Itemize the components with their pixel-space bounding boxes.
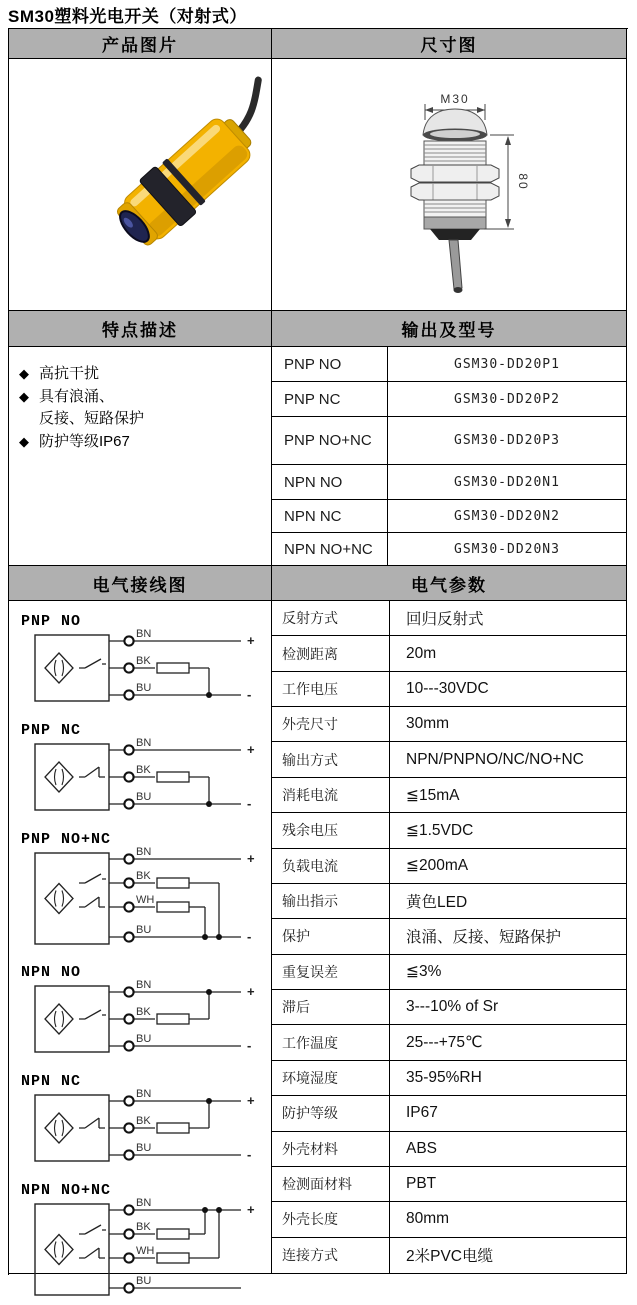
wire-terminal — [124, 1150, 133, 1159]
wire-color-label: BN — [136, 1197, 152, 1209]
minus-terminal-label: - — [247, 796, 252, 811]
wire-terminal — [124, 878, 133, 887]
diamond-bullet-icon: ◆ — [19, 388, 29, 404]
param-value-cell: 回归反射式 — [390, 601, 626, 636]
param-label-cell: 防护等级 — [272, 1096, 390, 1131]
plus-terminal-label: + — [247, 1202, 255, 1217]
model-number-cell: GSM30-DD20P3 — [388, 417, 626, 465]
param-value-cell: 35-95%RH — [390, 1061, 626, 1096]
wire-color-label: BK — [136, 870, 151, 882]
param-value-cell: PBT — [390, 1167, 626, 1202]
param-label-cell: 外壳尺寸 — [272, 707, 390, 742]
header-dimension-drawing: 尺寸图 — [272, 29, 627, 59]
wire-terminal — [124, 1205, 133, 1214]
param-value-cell: 20m — [390, 636, 626, 671]
dimension-diameter-label: M30 — [440, 92, 470, 106]
feature-line: ◆ 高抗干扰 — [19, 365, 100, 382]
contact-no-symbol — [79, 1225, 106, 1234]
wire-color-label: BN — [136, 737, 152, 749]
output-type-cell: PNP NO — [272, 347, 388, 382]
feature-line: 反接、短路保护 — [39, 410, 145, 427]
model-number-cell: GSM30-DD20P1 — [388, 347, 626, 382]
param-label-cell: 消耗电流 — [272, 778, 390, 813]
wire-terminal — [124, 690, 133, 699]
param-label-cell: 输出方式 — [272, 742, 390, 777]
param-value-cell: 2米PVC电缆 — [406, 1248, 493, 1266]
contact-nc-symbol — [79, 767, 105, 777]
param-value-cell: 黄色LED — [390, 884, 626, 919]
wiring-diagram — [19, 831, 271, 954]
contact-nc-symbol — [79, 1248, 105, 1258]
param-value-cell: 30mm — [390, 707, 626, 742]
wiring-diagram — [19, 613, 271, 712]
param-value-cell: ≦15mA — [390, 778, 626, 813]
wire-color-label: BN — [136, 846, 152, 858]
header-output-model: 输出及型号 — [272, 311, 627, 347]
wiring-diagram-label: PNP NO+NC — [21, 831, 112, 848]
contact-no-symbol — [79, 874, 106, 883]
model-number-cell: GSM30-DD20P2 — [388, 382, 626, 417]
param-label-cell: 检测面材料 — [272, 1167, 390, 1202]
wire-terminal — [124, 854, 133, 863]
sensor-symbol-icon — [45, 1004, 73, 1034]
wire-color-label: BK — [136, 655, 151, 667]
param-value-cell: ≦1.5VDC — [390, 813, 626, 848]
dimension-drawing-cell — [272, 59, 627, 311]
wire-color-label: BU — [136, 924, 152, 936]
output-type-cell: PNP NO+NC — [272, 417, 388, 465]
output-type-cell: NPN NO+NC — [272, 533, 388, 565]
minus-terminal-label: - — [247, 929, 252, 944]
contact-no-symbol — [79, 1010, 106, 1019]
wire-color-label: BU — [136, 1142, 152, 1154]
wiring-diagram-svg — [19, 846, 263, 949]
wire-color-label: BK — [136, 764, 151, 776]
electrical-params-cell — [272, 601, 627, 1274]
param-label-cell: 输出指示 — [272, 884, 390, 919]
wire-color-label: BK — [136, 1221, 151, 1233]
wire-terminal — [124, 745, 133, 754]
wiring-diagram-label: PNP NC — [21, 722, 82, 739]
header-wiring-diagram: 电气接线图 — [9, 566, 272, 601]
param-label-cell: 负载电流 — [272, 849, 390, 884]
contact-nc-symbol — [79, 1118, 105, 1128]
param-value-cell: 25---+75℃ — [390, 1025, 626, 1060]
wiring-diagram — [19, 1182, 271, 1305]
product-photo — [9, 59, 272, 311]
wire-color-label: BU — [136, 1275, 152, 1287]
param-label-cell: 外壳长度 — [272, 1202, 390, 1237]
plus-terminal-label: + — [247, 1093, 255, 1108]
wiring-diagram-label: NPN NO+NC — [21, 1182, 112, 1199]
model-number-cell: GSM30-DD20N3 — [454, 541, 560, 557]
wire-terminal — [124, 1041, 133, 1050]
wire-color-label: BU — [136, 682, 152, 694]
param-label-cell: 工作电压 — [272, 672, 390, 707]
spec-table — [8, 28, 628, 1287]
wiring-diagram-svg — [19, 1088, 263, 1167]
param-value-cell: 80mm — [390, 1202, 626, 1237]
electrical-params-table — [272, 601, 626, 1273]
features-cell — [9, 347, 272, 566]
feature-line: ◆ 防护等级IP67 — [19, 432, 130, 450]
wiring-diagrams-cell — [9, 601, 272, 1287]
param-label-cell: 环境湿度 — [272, 1061, 390, 1096]
wire-color-label: WH — [136, 894, 155, 906]
sensor-symbol-icon — [45, 762, 73, 792]
output-type-cell: NPN NC — [272, 500, 388, 533]
minus-terminal-label: - — [247, 687, 252, 702]
wire-terminal — [124, 1283, 133, 1292]
wire-terminal — [124, 1229, 133, 1238]
param-value-cell: ≦200mA — [390, 849, 626, 884]
plus-terminal-label: + — [247, 984, 255, 999]
diamond-bullet-icon: ◆ — [19, 366, 29, 381]
wiring-diagram-label: NPN NO — [21, 964, 82, 981]
wiring-diagram-label: PNP NO — [21, 613, 82, 630]
dimension-length-label: 80 — [516, 173, 530, 191]
output-type-cell: NPN NO — [272, 465, 388, 500]
wire-color-label: BU — [136, 791, 152, 803]
wiring-diagram-svg — [19, 628, 263, 707]
output-type-cell: PNP NC — [272, 382, 388, 417]
wire-terminal — [124, 1253, 133, 1262]
wire-color-label: BK — [136, 1006, 151, 1018]
param-label-cell: 反射方式 — [272, 601, 390, 636]
wiring-diagram-svg — [19, 979, 263, 1058]
sensor-symbol-icon — [45, 884, 73, 914]
param-label-cell: 连接方式 — [272, 1238, 390, 1273]
plus-terminal-label: + — [247, 633, 255, 648]
feature-line: ◆ 具有浪涌、 — [19, 387, 115, 405]
wire-terminal — [124, 1123, 133, 1132]
wire-terminal — [124, 932, 133, 941]
output-model-cell — [272, 347, 627, 566]
wire-terminal — [124, 987, 133, 996]
wiring-diagram — [19, 1073, 271, 1172]
wiring-diagram — [19, 964, 271, 1063]
wire-terminal — [124, 1014, 133, 1023]
wiring-diagram-svg — [19, 1197, 263, 1300]
wiring-diagram — [19, 722, 271, 821]
wiring-diagram-svg — [19, 737, 263, 816]
wire-terminal — [124, 799, 133, 808]
wire-color-label: BN — [136, 979, 152, 991]
wiring-diagram-label: NPN NC — [21, 1073, 82, 1090]
param-value-cell: 浪涌、反接、短路保护 — [390, 919, 626, 954]
dimension-drawing — [272, 59, 627, 311]
wire-terminal — [124, 772, 133, 781]
wire-color-label: WH — [136, 1245, 155, 1257]
model-number-cell: GSM30-DD20N1 — [388, 465, 626, 500]
param-value-cell: IP67 — [390, 1096, 626, 1131]
sensor-symbol-icon — [45, 653, 73, 683]
wire-terminal — [124, 902, 133, 911]
header-product-image: 产品图片 — [9, 29, 272, 59]
param-value-cell: 10---30VDC — [390, 672, 626, 707]
diamond-bullet-icon: ◆ — [19, 433, 29, 449]
wire-color-label: BN — [136, 1088, 152, 1100]
wire-terminal — [124, 1096, 133, 1105]
param-value-cell: ABS — [390, 1132, 626, 1167]
param-label-cell: 检测距离 — [272, 636, 390, 671]
param-value-cell: 3---10% of Sr — [390, 990, 626, 1025]
plus-terminal-label: + — [247, 851, 255, 866]
wire-color-label: BK — [136, 1115, 151, 1127]
param-label-cell: 保护 — [272, 919, 390, 954]
param-label-cell: 残余电压 — [272, 813, 390, 848]
contact-nc-symbol — [79, 897, 105, 907]
param-label-cell: 滞后 — [272, 990, 390, 1025]
page-title: SM30塑料光电开关（对射式） — [8, 7, 247, 26]
contact-no-symbol — [79, 659, 106, 668]
wire-color-label: BU — [136, 1033, 152, 1045]
wire-terminal — [124, 636, 133, 645]
model-number-cell: GSM30-DD20N2 — [388, 500, 626, 533]
header-features: 特点描述 — [9, 311, 272, 347]
wire-color-label: BN — [136, 628, 152, 640]
param-value-cell: NPN/PNPNO/NC/NO+NC — [390, 742, 626, 777]
output-model-table — [272, 347, 626, 565]
sensor-symbol-icon — [45, 1235, 73, 1265]
param-label-cell: 重复误差 — [272, 955, 390, 990]
product-image-cell — [9, 59, 272, 311]
param-value-cell: ≦3% — [390, 955, 626, 990]
minus-terminal-label: - — [247, 1147, 252, 1162]
header-electrical-params: 电气参数 — [272, 566, 627, 601]
wire-terminal — [124, 663, 133, 672]
param-label-cell: 工作温度 — [272, 1025, 390, 1060]
param-label-cell: 外壳材料 — [272, 1132, 390, 1167]
plus-terminal-label: + — [247, 742, 255, 757]
minus-terminal-label: - — [247, 1038, 252, 1053]
sensor-symbol-icon — [45, 1113, 73, 1143]
